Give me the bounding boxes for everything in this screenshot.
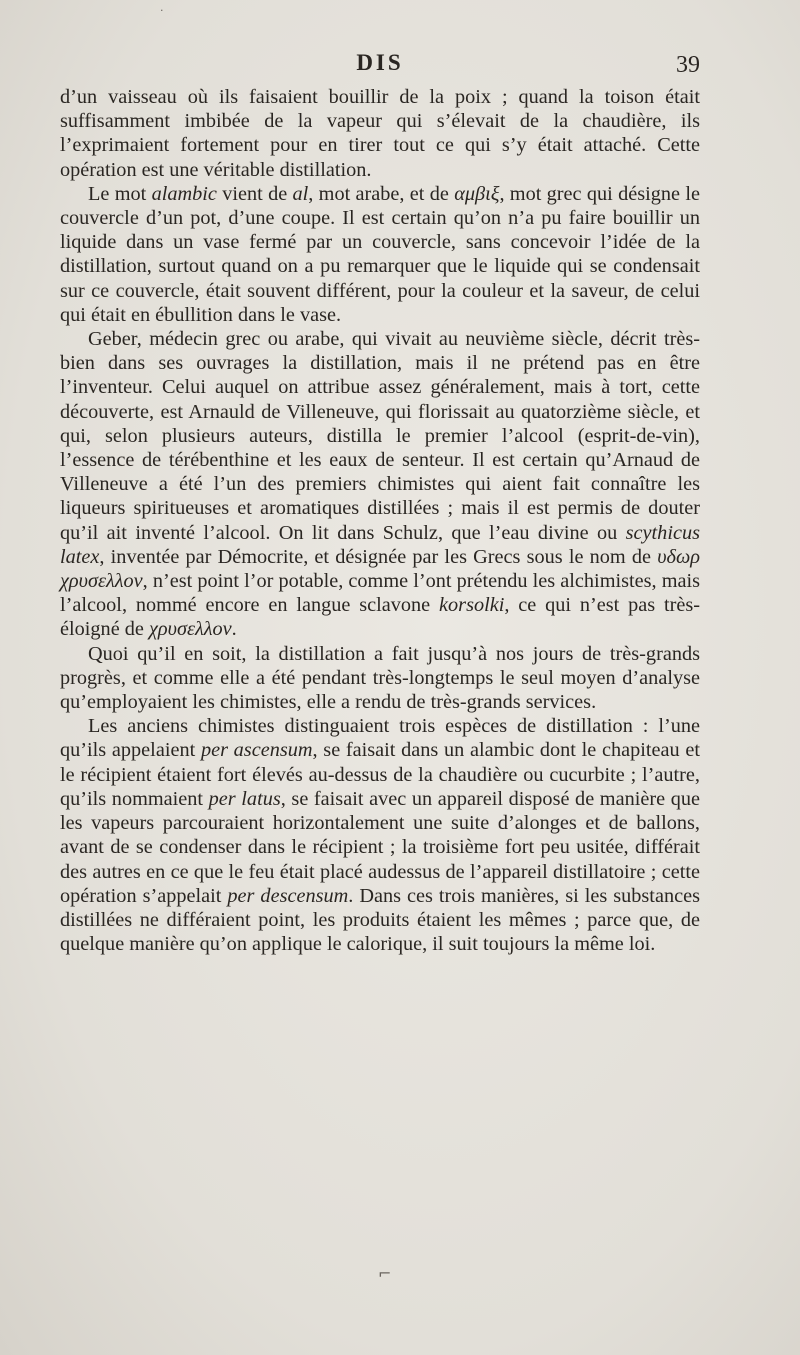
italic-term: per descensum [227,884,349,907]
text-run: Geber, médecin grec ou arabe, qui vivait au neuvième siècle, décrit très-bien dans ses ouvrages la distillation, mais il ne prétend pas en être l’inventeur. Celui auquel on attribue assez généralement, mais à tort, cette découverte, est Arnauld de Villeneuve, qui florissait au quatorzième siècle, et qui, selon plusieurs auteurs, distilla le premier l’alcool (esprit-de-vin), l’essence de térébenthine et les eaux de senteur. Il est certain qu’Arnaud de Villeneuve a été l’un des premiers chimistes qui aient fait connaître les liqueurs spiritueuses et aromatiques distillées ; mais il est permis de douter qu’il ait inventé l’alcool. On lit dans Schulz, que l’eau divine ou [60,328,700,544]
text-run: , mot arabe, et de [308,182,455,205]
text-run: Le mot [88,182,152,205]
italic-term: korsolki [439,594,505,617]
ink-mark: ⌐ [378,1264,392,1283]
paragraph [60,327,700,642]
italic-term: per latus [208,787,281,810]
body-text [60,85,700,956]
italic-term: al [292,182,309,205]
text-run: Les anciens chimistes distinguaient trois espèces de distillation : l’une qu’ils appelaient [60,715,700,762]
text-run: . Dans ces trois manières, si les substances distillées ne différaient point, les produits étaient les mêmes ; parce que, de quelque manière qu’on applique le calorique, il suit toujours la même loi. [60,884,700,956]
paragraph [60,642,700,715]
text-run: , n’est point l’or potable, comme l’ont prétendu les alchimistes, mais l’alcool, nommé encore en langue sclavone [60,570,700,617]
text-run: , se faisait avec un appareil disposé de manière que les vapeurs parcouraient horizontalement une suite d’alonges et de ballons, avant de se condenser dans le récipient ; la troisième fort peu usitée, différait des autres en ce que le feu était placé audessus de l’appareil distillatoire ; cette opération s’appelait [60,787,700,907]
running-head: DIS [356,50,404,75]
text-run: , ce qui n’est pas très-éloigné de [60,594,701,641]
paragraph [60,714,700,956]
page-header [60,46,700,86]
text-run: Quoi qu’il en soit, la distillation a fait jusqu’à nos jours de très-grands progrès, et comme elle a été pendant très-longtemps le seul moyen d’analyse qu’employaient les chimistes, elle a rendu de très-grands services. [60,642,700,714]
page-number: 39 [676,52,700,78]
italic-term: χρυσελλον [148,618,232,641]
italic-term: υδωρ χρυσελλον [60,545,700,593]
text-run: , inventée par Démocrite, et désignée par les Grecs sous le nom de [99,545,658,568]
speck-mark: · [160,4,164,17]
italic-term: scythicus latex [60,521,700,568]
text-run: . [231,618,237,641]
italic-term: alambic [151,182,217,205]
paragraph [60,85,700,182]
paragraph [60,182,700,327]
text-run: vient de [216,182,293,205]
text-run: , mot grec qui désigne le couvercle d’un pot, d’une coupe. Il est certain qu’on n’a pu faire bouillir un liquide dans un vase fermé par un couvercle, sans concevoir l’idée de la distillation, surtout quand on a pu remarquer que le liquide qui se condensait sur ce couvercle, était souvent différent, pour la couleur et la saveur, de celui qui était en ébullition dans le vase. [60,182,700,326]
italic-term: αμβιξ [454,182,500,205]
text-run: d’un vaisseau où ils faisaient bouillir de la poix ; quand la toison était suffisamment imbibée de la vapeur qui s’élevait de la chaudière, ils l’exprimaient fortement pour en tirer tout ce qui s’y était attaché. Cette opération est une véritable distillation. [60,86,700,181]
text-run: , se faisait dans un alambic dont le chapiteau et le récipient étaient fort élevés au-dessus de la chaudière ou cucurbite ; l’autre, qu’ils nommaient [60,739,700,810]
italic-term: per ascensum [200,739,313,762]
